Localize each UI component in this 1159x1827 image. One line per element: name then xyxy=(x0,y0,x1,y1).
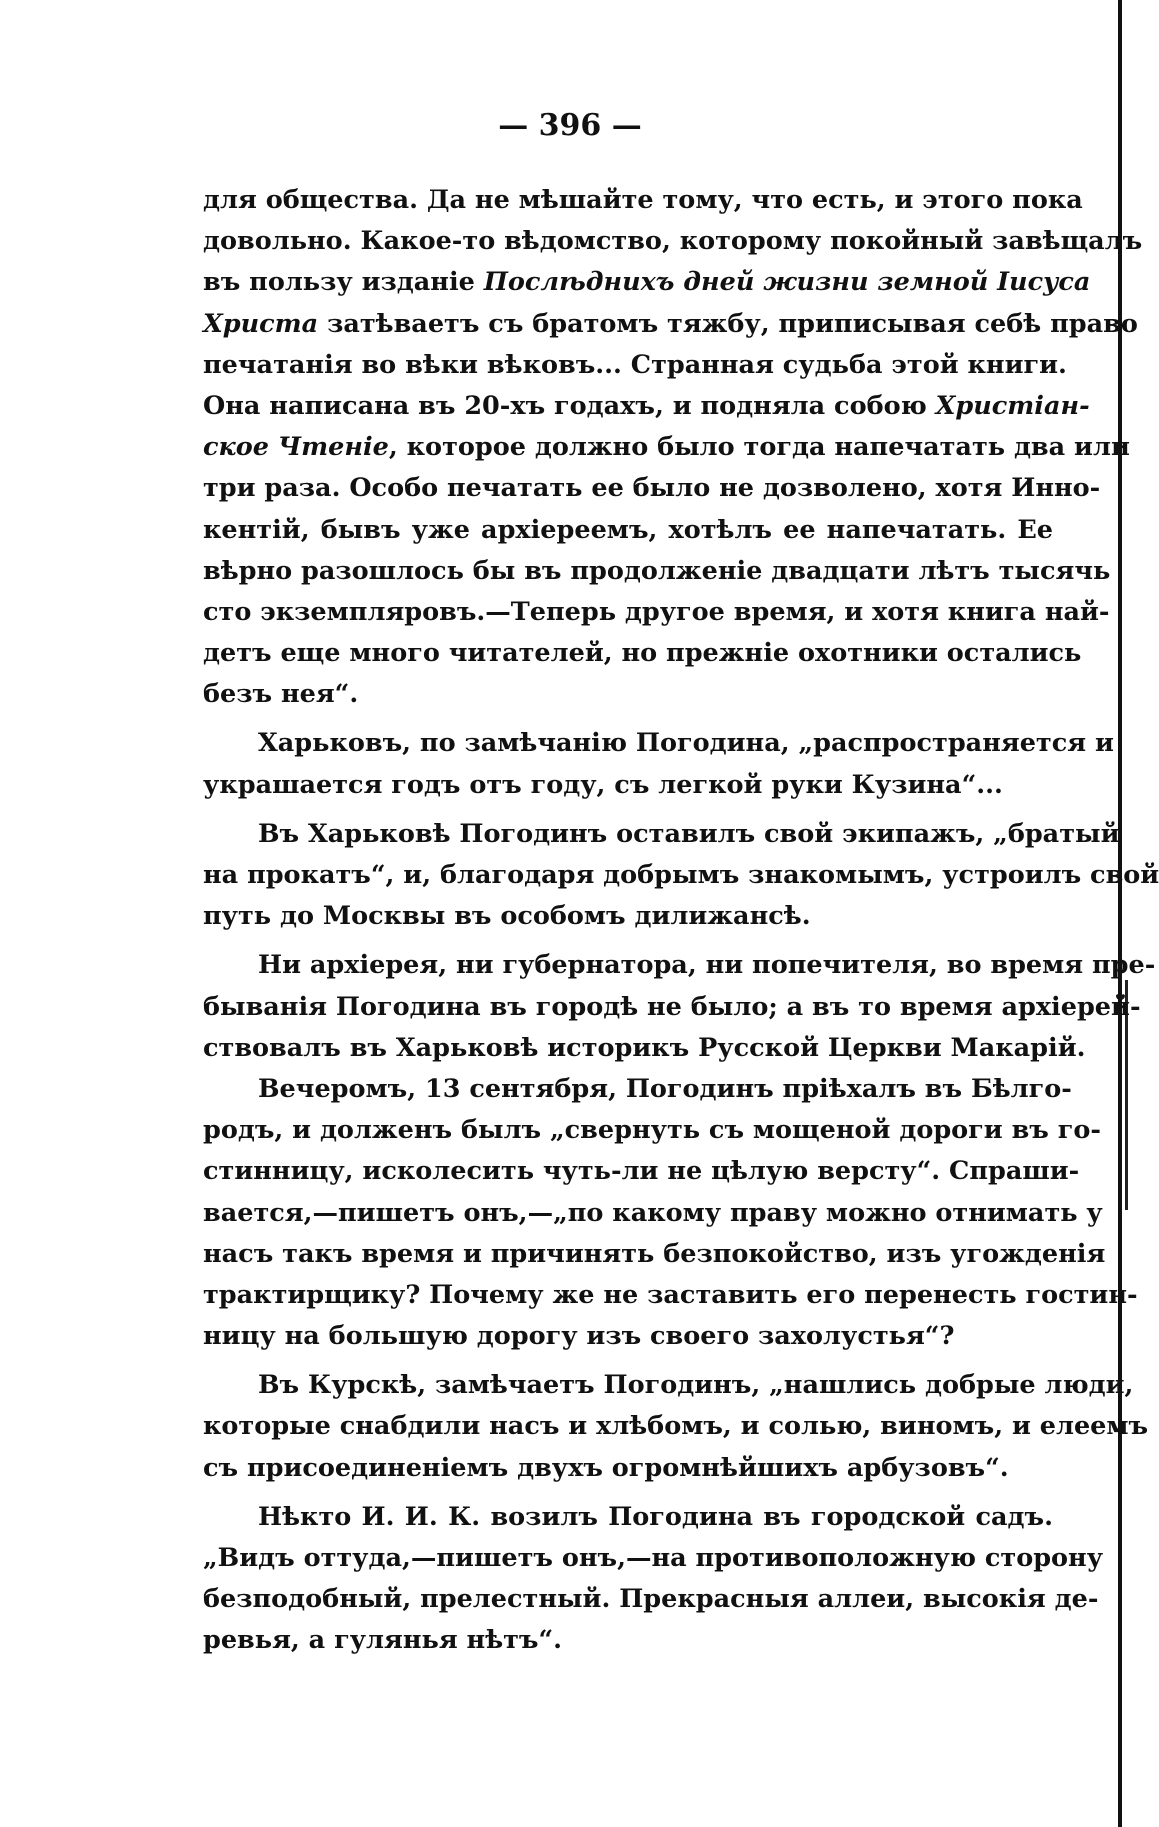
italic-title: Христа xyxy=(203,308,319,339)
text-line: Въ Харьковѣ Погодинъ оставилъ свой экипажъ, „братый xyxy=(258,818,1120,849)
text-line: Нѣкто И. И. К. возилъ Погодина въ городской садъ. xyxy=(258,1501,1053,1532)
text-line: три раза. Особо печатать ее было не дозволено, хотя Инно- xyxy=(203,473,1101,504)
text-line: ствовалъ въ Харьковѣ историкъ Русской Церкви Макарій. xyxy=(203,1032,1086,1063)
text-line: въ пользу изданіе Послѣднихъ дней жизни земной Іисуса xyxy=(203,267,1091,298)
text-line: Харьковъ, по замѣчанію Погодина, „распространяется и xyxy=(258,728,1114,759)
text-line: безъ нея“. xyxy=(203,679,359,710)
text-line: Въ Курскѣ, замѣчаетъ Погодинъ, „нашлись добрые люди, xyxy=(258,1370,1134,1401)
text-line: ницу на большую дорогу изъ своего захолустья“? xyxy=(203,1321,955,1352)
text-line: родъ, и долженъ былъ „свернуть съ мощеной дороги въ го- xyxy=(203,1115,1101,1146)
text-line: стинницу, исколесить чуть-ли не цѣлую версту“. Спраши- xyxy=(203,1156,1080,1187)
body-text xyxy=(203,180,1159,1662)
text-line: печатанія во вѣки вѣковъ... Странная судьба этой книги. xyxy=(203,349,1067,380)
italic-title: Христіан- xyxy=(935,390,1090,421)
text-line: которые снабдили насъ и хлѣбомъ, и солью, виномъ, и елеемъ xyxy=(203,1411,1149,1442)
page-edge-shadow xyxy=(1118,0,1122,1827)
text-line: украшается годъ отъ году, съ легкой руки Кузина“... xyxy=(203,769,1003,800)
text-line: довольно. Какое-то вѣдомство, которому покойный завѣщалъ xyxy=(203,226,1143,257)
page-number: — 396 — xyxy=(498,108,642,143)
text-line: насъ такъ время и причинять безпокойство, изъ угожденія xyxy=(203,1238,1106,1269)
text-line: кентій, бывъ уже архіереемъ, хотѣлъ ее напечатать. Ее xyxy=(203,514,1053,545)
text-line: Ни архіерея, ни губернатора, ни попечителя, во время пре- xyxy=(258,950,1156,981)
text-line: вается,—пишетъ онъ,—„по какому праву можно отнимать у xyxy=(203,1197,1103,1228)
text-line: на прокатъ“, и, благодаря добрымъ знакомымъ, устроилъ свой xyxy=(203,860,1159,890)
text-line: съ присоединеніемъ двухъ огромнѣйшихъ арбузовъ“. xyxy=(203,1452,1009,1483)
text-line: Христа затѣваетъ съ братомъ тяжбу, приписывая себѣ право xyxy=(203,308,1138,339)
text-line: „Видъ оттуда,—пишетъ онъ,—на противоположную сторону xyxy=(203,1543,1104,1573)
text-line: ревья, а гулянья нѣтъ“. xyxy=(203,1625,563,1656)
text-line: путь до Москвы въ особомъ дилижансѣ. xyxy=(203,901,811,932)
text-line: Вечеромъ, 13 сентября, Погодинъ пріѣхалъ въ Бѣлго- xyxy=(258,1073,1072,1104)
text-line: быванія Погодина въ городѣ не было; а въ то время архіерей- xyxy=(203,991,1141,1022)
text-line: вѣрно разошлось бы въ продолженіе двадцати лѣтъ тысячь xyxy=(203,555,1111,586)
text-line: ское Чтеніе, которое должно было тогда напечатать два или xyxy=(203,432,1130,463)
text-line: безподобный, прелестный. Прекрасныя аллеи, высокія де- xyxy=(203,1584,1099,1615)
text-line: трактирщику? Почему же не заставить его перенесть гостин- xyxy=(203,1279,1138,1310)
italic-title: ское Чтеніе xyxy=(203,432,389,463)
text-line: Она написана въ 20-хъ годахъ, и подняла собою Христіан- xyxy=(203,390,1090,421)
text-line: для общества. Да не мѣшайте тому, что есть, и этого пока xyxy=(203,185,1083,215)
italic-title: Послѣднихъ дней жизни земной Іисуса xyxy=(483,267,1091,298)
text-line: детъ еще много читателей, но прежніе охотники остались xyxy=(203,638,1082,669)
text-line: сто экземпляровъ.—Теперь другое время, и хотя книга най- xyxy=(203,596,1110,627)
